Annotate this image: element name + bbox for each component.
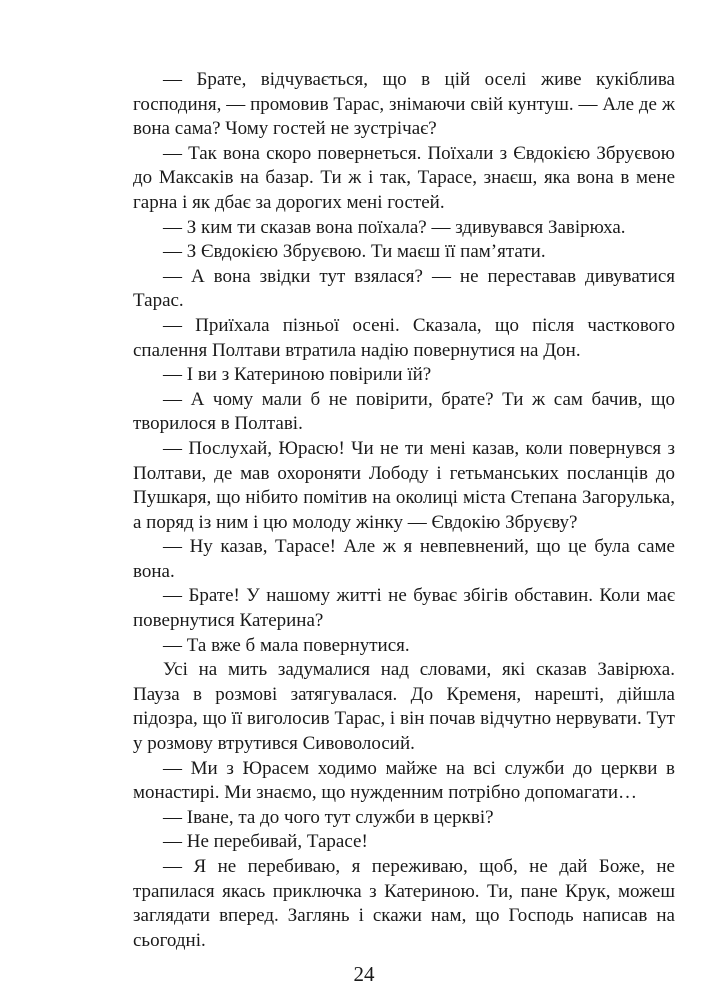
paragraph-10: — Ну казав, Тарасе! Але ж я невпевнений, що це була саме вона. bbox=[133, 536, 675, 582]
paragraph-12: — Та вже б мала повернутися. bbox=[163, 634, 410, 656]
paragraph-14: — Ми з Юрасем ходимо майже на всі служби до церкви в монастирі. Ми знаємо, що нужденним потрібно допомагати… bbox=[133, 757, 675, 804]
paragraph-6: — Приїхала пізньої осені. Сказала, що після часткового спалення Полтави втратила надію повернутися на Дон. bbox=[133, 314, 675, 361]
paragraph-11: — Брате! У нашому житті не буває збігів обставин. Коли має повернутися Катерина? bbox=[133, 585, 675, 632]
paragraph-3: — З ким ти сказав вона поїхала? — здивувався Завірюха. bbox=[163, 216, 626, 238]
paragraph-16: — Не перебивай, Тарасе! bbox=[163, 831, 368, 853]
paragraph-2: — Так вона скоро повернеться. Поїхали з Євдокією Збруєвою до Максаків на базар. Ти ж і так, Тарасе, знаєш, яка вона в мене гарна і як дбає за дорогих мені гостей. bbox=[133, 142, 675, 213]
page-body-text bbox=[133, 68, 675, 953]
page-number: 24 bbox=[353, 962, 375, 986]
paragraph-1: — Брате, відчувається, що в цій оселі живе кукіблива господиня, — промовив Тарас, знімаючи свій кунтуш. — Але де ж вона сама? Чому гостей не зустрічає? bbox=[133, 69, 675, 140]
paragraph-8: — А чому мали б не повірити, брате? Ти ж сам бачив, що творилося в Полтаві. bbox=[133, 388, 675, 435]
paragraph-7: — І ви з Катериною повірили їй? bbox=[163, 364, 432, 386]
paragraph-15: — Іване, та до чого тут служби в церкві? bbox=[163, 806, 494, 828]
paragraph-13: Усі на мить задумалися над словами, які сказав Завірюха. Пауза в розмові затягувалася. До Кременя, нарешті, дійшла підозра, що її виголосив Тарас, і він почав відчутно нервувати. Тут у розмову втрутився Сивоволосий. bbox=[133, 659, 675, 755]
paragraph-9: — Послухай, Юрасю! Чи не ти мені казав, коли повернувся з Полтави, де мав охороняти Лободу і гетьманських посланців до Пушкаря, що нібито помітив на околиці міста Степана Загорулька, а поряд із ним і цю молоду жінку — Євдокію Збруєву? bbox=[133, 437, 675, 533]
paragraph-5: — А вона звідки тут взялася? — не переставав дивуватися Тарас. bbox=[133, 265, 675, 312]
paragraph-4: — З Євдокією Збруєвою. Ти маєш її пам’ятати. bbox=[163, 241, 546, 263]
paragraph-17: — Я не перебиваю, я переживаю, щоб, не дай Боже, не трапилася якась приключка з Катериною. Ти, пане Крук, можеш заглядати вперед. Заглянь і скажи нам, що Господь написав на сьогодні. bbox=[133, 856, 675, 951]
